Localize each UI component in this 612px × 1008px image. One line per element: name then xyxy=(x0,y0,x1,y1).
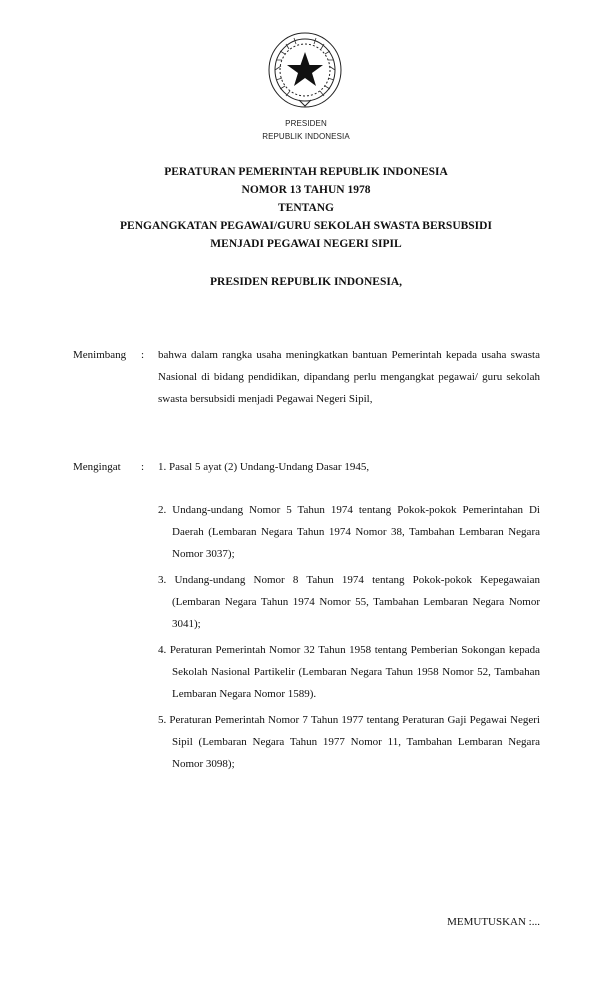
preamble: PRESIDEN REPUBLIK INDONESIA, xyxy=(209,276,403,288)
seal-caption-line2: REPUBLIK INDONESIA xyxy=(262,132,350,141)
seal-caption-line1: PRESIDEN xyxy=(285,119,327,128)
title-line4: PENGANGKATAN PEGAWAI/GURU SEKOLAH SWASTA BERSUBSIDI xyxy=(120,220,492,232)
mengingat-item-5: 5. Peraturan Pemerintah Nomor 7 Tahun 1977 tentang Peraturan Gaji Pegawai Negeri Sipil (Lembaran Negara Tahun 1977 Nomor 11, Tambahan Lembaran Negara Nomor 3098); xyxy=(158,714,540,770)
mengingat-colon: : xyxy=(141,461,145,473)
title-line2: NOMOR 13 TAHUN 1978 xyxy=(241,184,371,196)
menimbang-text: bahwa dalam rangka usaha meningkatkan bantuan Pemerintah kepada usaha swasta Nasional di bidang pendidikan, dipandang perlu mengangkat pegawai/ guru sekolah swasta bersubsidi menjadi Pegawai Negeri Sipil, xyxy=(158,349,540,405)
mengingat-item-2: 2. Undang-undang Nomor 5 Tahun 1974 tentang Pokok-pokok Pemerintahan Di Daerah (Lembaran Negara Tahun 1974 Nomor 38, Tambahan Lembaran Negara Nomor 3037); xyxy=(158,504,540,560)
mengingat-label: Mengingat xyxy=(73,461,121,473)
mengingat-item-3: 3. Undang-undang Nomor 8 Tahun 1974 tentang Pokok-pokok Kepegawaian (Lembaran Negara Tahun 1974 Nomor 55, Tambahan Lembaran Negara Nomor 3041); xyxy=(158,574,540,630)
menimbang-label: Menimbang xyxy=(73,349,127,361)
continuation-marker: MEMUTUSKAN :... xyxy=(447,916,540,928)
mengingat-item-4: 4. Peraturan Pemerintah Nomor 32 Tahun 1958 tentang Pemberian Sokongan kepada Sekolah Nasional Partikelir (Lembaran Negara Tahun 1958 Nomor 52, Tambahan Lembaran Negara Nomor 1589). xyxy=(158,644,540,700)
presidential-seal-icon xyxy=(265,30,345,112)
mengingat-item-1: 1. Pasal 5 ayat (2) Undang-Undang Dasar 1945, xyxy=(158,461,370,473)
title-line5: MENJADI PEGAWAI NEGERI SIPIL xyxy=(210,238,402,250)
title-line3: TENTANG xyxy=(277,202,335,214)
title-line1: PERATURAN PEMERINTAH REPUBLIK INDONESIA xyxy=(164,166,448,178)
menimbang-colon: : xyxy=(141,349,145,361)
